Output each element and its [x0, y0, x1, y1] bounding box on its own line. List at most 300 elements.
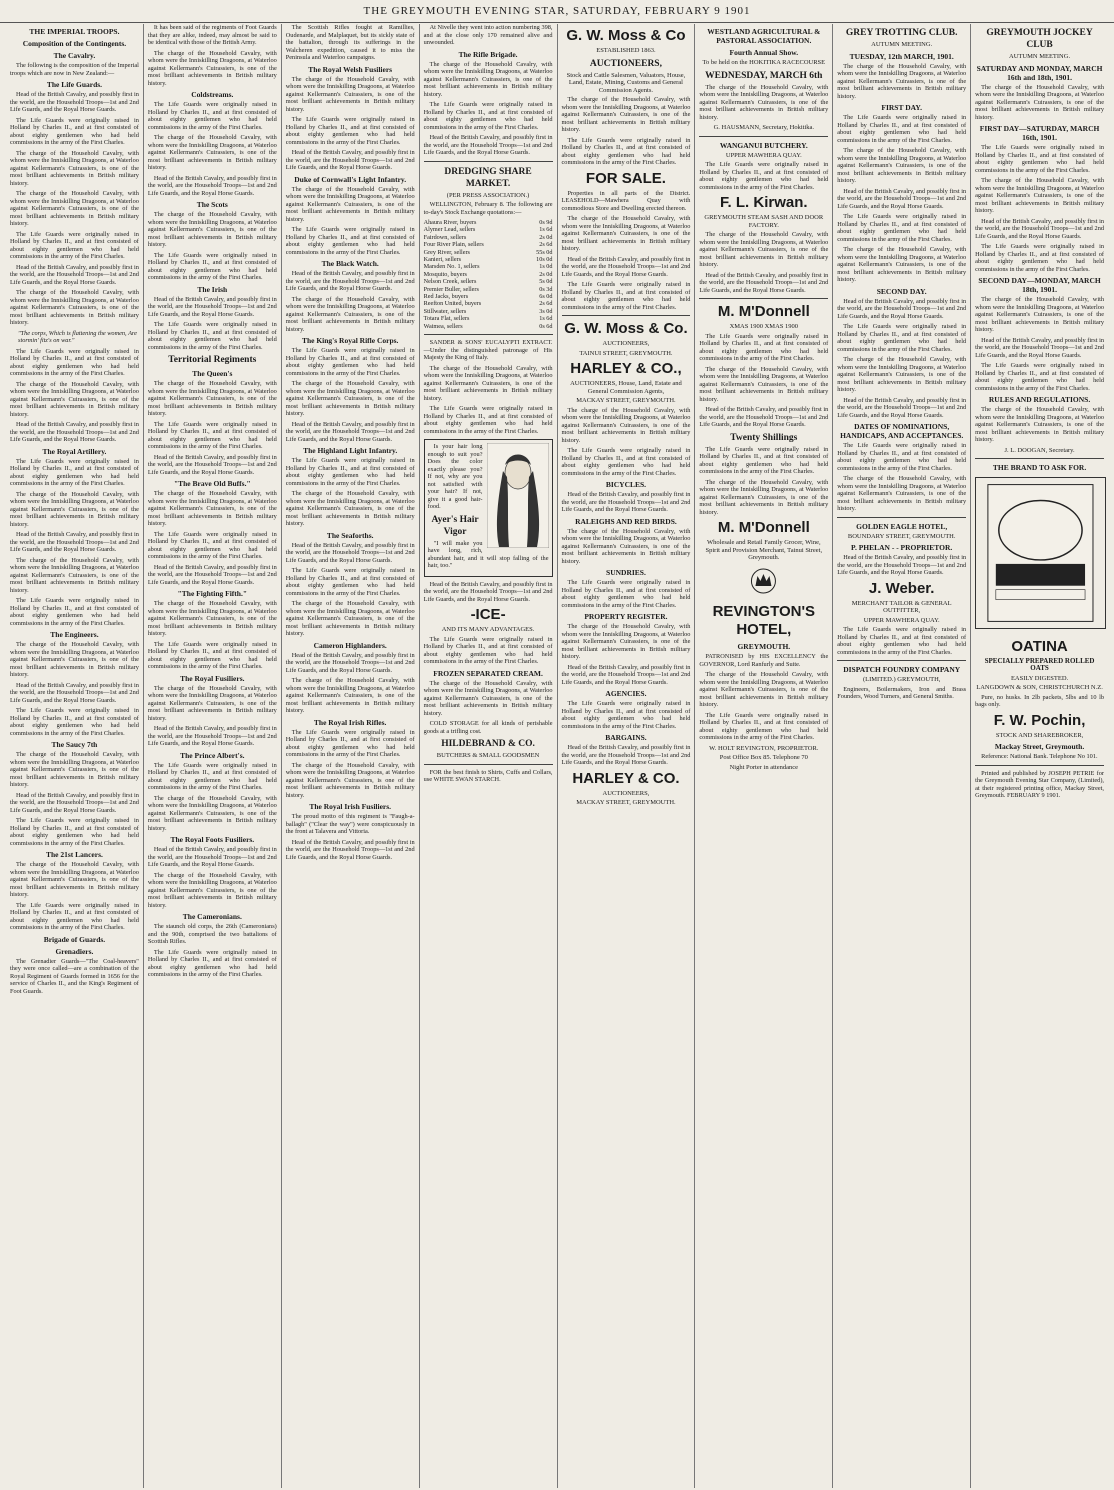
article-paragraph: The Life Guards were originally raised in Holland by Charles II., and at first consisted of about eighty gentlemen who had held commissions in the army of the First Charles.: [285, 226, 415, 256]
market-value: 10s 0d: [536, 256, 553, 264]
article-paragraph: The Life Guards were originally raised in Holland by Charles II., and at first consisted of about eighty gentlemen who had held commissions in the army of the First Charles.: [837, 442, 967, 472]
ad-title: M. M'Donnell: [717, 519, 810, 536]
market-name: Waimea, sellers: [423, 322, 463, 330]
ad-title: FROZEN SEPARATED CREAM.: [433, 668, 543, 678]
article-paragraph: The Life Guards were originally raised in Holland by Charles II., and at first consisted of about eighty gentlemen who had held commissions in the army of the First Charles.: [837, 323, 967, 353]
article-paragraph: The charge of the Household Cavalry, with whom were the Inniskilling Dragoons, at Waterloo against Kellermann's Cuirassiers, is one of the most brilliant achievements in British military history.: [285, 761, 415, 799]
market-row: [424, 241, 553, 248]
article-paragraph: The Life Guards were originally raised in Holland by Charles II., and at first consisted of about eighty gentlemen who had held commissions in the army of the First Charles.: [285, 728, 415, 758]
section-heading: The Cameronians.: [182, 912, 242, 921]
article-paragraph: The charge of the Household Cavalry, with whom were the Inniskilling Dragoons, at Waterloo against Kellermann's Cuirassiers, is one of the most brilliant achievements in British military history.: [837, 246, 967, 283]
article-paragraph: The proud motto of this regiment is "Faugh-a-ballagh" ("Clear the way") were conspicuously in the front at Talavera and Vittoria.: [285, 813, 415, 835]
article-paragraph: Head of the British Cavalry, and possibly first in the world, are the Household Troops—1st and 2nd Life Guards, and the Royal Horse Guards.: [699, 271, 829, 294]
article-paragraph: The charge of the Household Cavalry, with whom were the Inniskilling Dragoons, at Waterloo against Kellermann's Cuirassiers, is one of the most brilliant achievements in British military history.: [10, 861, 139, 898]
article-paragraph: The charge of the Household Cavalry, with whom were the Inniskilling Dragoons, at Waterloo against Kellermann's Cuirassiers, is one of the most brilliant achievements in British military history.: [10, 490, 139, 528]
market-name: Premier Buller, sellers: [423, 285, 479, 293]
article-paragraph: Head of the British Cavalry, and possibly first in the world, are the Household Troops—1st and 2nd Life Guards, and the Royal Horse Guards.: [285, 651, 415, 674]
article-paragraph: The charge of the Household Cavalry, with whom were the Inniskilling Dragoons, at Waterloo against Kellermann's Cuirassiers, is one of the most brilliant achievements in British military history.: [285, 380, 415, 417]
column-8: [971, 24, 1108, 1488]
market-row: [424, 226, 553, 233]
market-row: [424, 308, 553, 315]
article-paragraph: The charge of the Household Cavalry, with whom were the Inniskilling Dragoons, at Waterloo against Kellermann's Cuirassiers, is one of the most brilliant achievements in British military history.: [10, 751, 139, 788]
ad-paragraph: FOR the best finish to Shirts, Cuffs and Collars, use WHITE SWAN STARCH.: [423, 768, 553, 784]
article-paragraph: The Life Guards were originally raised in Holland by Charles II., and at first consisted of about eighty gentlemen who had held commissions in the army of the First Charles.: [423, 101, 553, 131]
section-heading: The Engineers.: [50, 630, 99, 639]
article-paragraph: The charge of the Household Cavalry, with whom were the Inniskilling Dragoons, at Waterloo against Kellermann's Cuirassiers, is one of the most brilliant achievements in British military history.: [10, 289, 139, 326]
column-2: [144, 24, 282, 1488]
ad-subtitle: AUTUMN MEETING.: [871, 41, 933, 48]
ad-subtitle: BOUNDARY STREET, GREYMOUTH.: [847, 532, 956, 540]
section-heading: The Royal Irish Rifles.: [313, 717, 387, 727]
article-paragraph: Head of the British Cavalry, and possibly first in the world, are the Household Troops—1st and 2nd Life Guards, and the Royal Horse Guards.: [837, 554, 967, 576]
ad-subtitle: BUTCHERS & SMALL GOODSMEN: [436, 752, 540, 760]
market-row: [424, 234, 553, 241]
article-paragraph: The charge of the Household Cavalry, with whom were the Inniskilling Dragoons, at Waterloo against Kellermann's Cuirassiers, is one of the most brilliant achievements in British military history.: [285, 677, 415, 714]
article-paragraph: The Life Guards were originally raised in Holland by Charles II., and at first consisted of about eighty gentlemen who had held commissions in the army of the First Charles.: [699, 711, 829, 741]
section-heading: "The Brave Old Buffs.": [173, 479, 251, 488]
product-subtitle: SPECIALLY PREPARED ROLLED OATS: [984, 656, 1095, 672]
ad-paragraph: "I will make you have long, rich, abundant hair, and it will stop falling of the hair, too.": [427, 539, 549, 570]
section-heading: Coldstreams.: [191, 90, 234, 99]
article-paragraph: The charge of the Household Cavalry, with whom were the Inniskilling Dragoons, at Waterloo against Kellermann's Cuirassiers, is one of the most brilliant achievements in British military history.: [285, 75, 415, 113]
ad-title: -ICE-: [470, 606, 506, 624]
ad-subtitle: AND ITS MANY ADVANTAGES.: [441, 626, 535, 634]
section-heading: The Black Watch.: [321, 259, 379, 268]
ad-subtitle: XMAS 1900 XMAS 1900: [729, 323, 799, 330]
ad-subtitle: GREYMOUTH.: [737, 642, 791, 651]
ad-title: REVINGTON'S HOTEL,: [712, 603, 816, 638]
article-paragraph: Head of the British Cavalry, and possibly first in the world, are the Household Troops—1st and 2nd Life Guards, and the Royal Horse Guards.: [10, 531, 139, 553]
section-heading: "The Fighting Fifth.": [177, 589, 247, 598]
article-paragraph: Head of the British Cavalry, and possibly first in the world, are the Household Troops—1st and 2nd Life Guards, and the Royal Horse Guards.: [285, 838, 415, 861]
ad-paragraph: Properties in all parts of the District. LEASEHOLD—Mawhera Quay with commodious Store and Dwelling erected thereon.: [561, 189, 691, 212]
article-paragraph: The Life Guards were originally raised in Holland by Charles II., and at first consisted of about eighty gentlemen who had held commissions in the army of the First Charles.: [147, 530, 277, 560]
column-3: [282, 24, 420, 1488]
ad-subtitle: UPPER MAWHERA QUAY.: [725, 151, 802, 159]
section-heading: BARGAINS.: [605, 733, 647, 742]
section-heading: DATES OF NOMINATIONS, HANDICAPS, AND ACCEPTANCES.: [840, 422, 964, 440]
article-paragraph: The charge of the Household Cavalry, with whom were the Inniskilling Dragoons, at Waterloo against Kellermann's Cuirassiers, is one of the most brilliant achievements in British military history.: [147, 211, 277, 248]
article-paragraph: The Life Guards were originally raised in Holland by Charles II., and at first consisted of about eighty gentlemen who had held commissions in the army of the First Charles.: [975, 243, 1104, 273]
ad-subtitle: (LIMITED.) GREYMOUTH,: [862, 676, 941, 683]
ad-subtitle: STOCK AND SHAREBROKER,: [995, 731, 1084, 739]
ad-contact: Post Office Box 85. Telephone 70: [719, 754, 808, 761]
article-paragraph: Head of the British Cavalry, and possibly first in the world, are the Household Troops—1st and 2nd Life Guards, and the Royal Horse Guards.: [147, 563, 277, 586]
article-paragraph: Head of the British Cavalry, and possibly first in the world, are the Household Troops—1st and 2nd Life Guards, and the Royal Horse Guards.: [561, 491, 691, 513]
article-paragraph: The charge of the Household Cavalry, with whom were the Inniskilling Dragoons, at Waterloo against Kellermann's Cuirassiers, is one of the most brilliant achievements in British military history.: [285, 295, 415, 333]
market-name: Red Jacks, buyers: [423, 293, 469, 301]
ad-paragraph: PATRONISED by HIS EXCELLENCY the GOVERNOR, Lord Ranfurly and Suite.: [699, 653, 829, 668]
article-paragraph: Head of the British Cavalry, and possibly first in the world, are the Household Troops—1st and 2nd Life Guards, and the Royal Horse Guards.: [975, 336, 1104, 359]
ad-subtitle: SATURDAY AND MONDAY, MARCH 16th and 18th, 1901.: [976, 63, 1103, 82]
article-paragraph: The Life Guards were originally raised in Holland by Charles II., and at first consisted of about eighty gentlemen who had held commissions in the army of the First Charles.: [423, 405, 553, 435]
ad-title: WANGANUI BUTCHERY.: [719, 140, 808, 150]
market-row: [424, 278, 553, 285]
article-paragraph: The charge of the Household Cavalry, with whom were the Inniskilling Dragoons, at Waterloo against Kellermann's Cuirassiers, is one of the most brilliant achievements in British military history.: [561, 406, 691, 444]
article-paragraph: Head of the British Cavalry, and possibly first in the world, are the Household Troops—1st and 2nd Life Guards, and the Royal Horse Guards.: [837, 297, 967, 320]
ad-title: WESTLAND AGRICULTURAL & PASTORAL ASSOCIATION.: [707, 27, 821, 45]
ad-title: WEDNESDAY, MARCH 6th: [705, 70, 823, 81]
article-paragraph: The Life Guards were originally raised in Holland by Charles II., and at first consisted of about eighty gentlemen who had held commissions in the army of the First Charles.: [147, 948, 277, 978]
ad-subtitle: UPPER MAWHERA QUAY.: [863, 616, 940, 624]
product-maker: LANGDOWN & SON, CHRISTCHURCH N.Z.: [976, 684, 1103, 691]
article-paragraph: The charge of the Household Cavalry, with whom were the Inniskilling Dragoons, at Waterloo against Kellermann's Cuirassiers, is one of the most brilliant achievements in British military history.: [285, 490, 415, 527]
article-paragraph: The Life Guards were originally raised in Holland by Charles II., and at first consisted of about eighty gentlemen who had held commissions in the army of the First Charles.: [147, 101, 277, 131]
article-paragraph: The Life Guards were originally raised in Holland by Charles II., and at first consisted of about eighty gentlemen who had held commissions in the army of the First Charles.: [699, 161, 829, 191]
section-subheading: (PER PRESS ASSOCIATION.): [446, 191, 530, 199]
article-paragraph: Head of the British Cavalry, and possibly first in the world, are the Household Troops—1st and 2nd Life Guards, and the Royal Horse Guards.: [285, 270, 415, 292]
section-heading: Twenty Shillings: [730, 432, 798, 443]
market-row: [424, 271, 553, 278]
market-name: Totara Flat, sellers: [423, 315, 470, 323]
ad-title: HILDEBRAND & CO.: [441, 739, 535, 750]
article-paragraph: The Life Guards were originally raised in Holland by Charles II., and at first consisted of about eighty gentlemen who had held commissions in the army of the First Charles.: [147, 640, 277, 670]
article-paragraph: The Life Guards were originally raised in Holland by Charles II., and at first consisted of about eighty gentlemen who had held commissions in the army of the First Charles.: [699, 445, 829, 475]
article-paragraph: The Life Guards were originally raised in Holland by Charles II., and at first consisted of about eighty gentlemen who had held commissions in the army of the First Charles.: [561, 447, 691, 477]
article-paragraph: The charge of the Household Cavalry, with whom were the Inniskilling Dragoons, at Waterloo against Kellermann's Cuirassiers, is one of the most brilliant achievements in British military history.: [837, 475, 967, 512]
section-heading: The Prince Albert's.: [180, 750, 245, 760]
article-paragraph: The Life Guards were originally raised in Holland by Charles II., and at first consisted of about eighty gentlemen who had held commissions in the army of the First Charles.: [423, 635, 553, 666]
market-name: Four River Plain, sellers: [423, 241, 484, 249]
article-paragraph: The Life Guards were originally raised in Holland by Charles II., and at first consisted of about eighty gentlemen who had held commissions in the army of the First Charles.: [147, 420, 277, 450]
article-paragraph: The charge of the Household Cavalry, with whom were the Inniskilling Dragoons, at Waterloo against Kellermann's Cuirassiers, is one of the most brilliant achievements in British military history.: [147, 49, 277, 87]
section-heading: SECOND DAY.: [876, 286, 927, 296]
article-paragraph: WELLINGTON, February 8. The following are to-day's Stock Exchange quotations:—: [423, 201, 553, 216]
article-paragraph: The charge of the Household Cavalry, with whom were the Inniskilling Dragoons, at Waterloo against Kellermann's Cuirassiers, is one of the most brilliant achievements in British military history.: [423, 679, 553, 717]
column-6: [695, 24, 833, 1488]
section-heading: Cameron Highlanders.: [313, 640, 387, 650]
ad-paragraph: Pure, no husks. In 2lb packets, 5lbs and 10 lb bags only.: [975, 693, 1104, 708]
article-paragraph: The Life Guards were originally raised in Holland by Charles II., and at first consisted of about eighty gentlemen who had held commissions in the army of the First Charles.: [10, 347, 139, 377]
market-row: [424, 256, 553, 263]
article-paragraph: Head of the British Cavalry, and possibly first in the world, are the Household Troops—1st and 2nd Life Guards, and the Royal Horse Guards.: [699, 406, 829, 428]
ad-subtitle: Mackay Street, Greymouth.: [994, 742, 1085, 751]
divider: [837, 660, 966, 661]
market-value: 2s 6d: [539, 300, 553, 308]
article-paragraph: Head of the British Cavalry, and possibly first in the world, are the Household Troops—1st and 2nd Life Guards, and the Royal Horse Guards.: [975, 217, 1104, 240]
ad-title: G. W. Moss & Co.: [564, 320, 688, 337]
verse-quote: "The corps, Which is flattening the women, Are stormin' fitz's on war.": [18, 329, 137, 344]
ad-title: F. W. Pochin,: [993, 711, 1086, 729]
article-paragraph: Head of the British Cavalry, and possibly first in the world, are the Household Troops—1st and 2nd Life Guards, and the Royal Horse Guards.: [10, 791, 139, 814]
ad-subtitle: AUCTIONEERS, House, Land, Estate and General Commission Agents,: [570, 380, 682, 395]
market-name: Stillwater, sellers: [423, 307, 467, 315]
article-paragraph: The charge of the Household Cavalry, with whom were the Inniskilling Dragoons, at Waterloo against Kellermann's Cuirassiers, is one of the most brilliant achievements in British military history.: [423, 60, 553, 98]
column-1: [6, 24, 144, 1488]
divider: [975, 458, 1104, 459]
article-paragraph: The charge of the Household Cavalry, with whom were the Inniskilling Dragoons, at Waterloo against Kellermann's Cuirassiers, is one of the most brilliant achievements in British military history.: [837, 356, 967, 393]
article-paragraph: The charge of the Household Cavalry, with whom were the Inniskilling Dragoons, at Waterloo against Kellermann's Cuirassiers, is one of the most brilliant achievements in British military history.: [699, 365, 829, 403]
market-value: 3s 0d: [539, 307, 553, 315]
ad-title: GREY TROTTING CLUB.: [845, 28, 958, 38]
article-paragraph: Head of the British Cavalry, and possibly first in the world, are the Household Troops—1st and 2nd Life Guards, and the Royal Horse Guards.: [837, 396, 967, 419]
article-paragraph: The charge of the Household Cavalry, with whom were the Inniskilling Dragoons, at Waterloo against Kellermann's Cuirassiers, is one of the most brilliant achievements in British military history.: [147, 490, 277, 527]
ad-subtitle: MACKAY STREET, GREYMOUTH.: [576, 799, 676, 806]
market-name: Nelson Creek, sellers: [423, 278, 477, 286]
section-heading: The 21st Lancers.: [46, 850, 103, 859]
ad-note: Night Porter in attendance: [729, 763, 799, 771]
article-paragraph: The charge of the Household Cavalry, with whom were the Inniskilling Dragoons, at Waterloo against Kellermann's Cuirassiers, is one of the most brilliant achievements in British military history.: [10, 641, 139, 678]
section-heading: PROPERTY REGISTER.: [584, 612, 668, 621]
market-value: 0s 9d: [539, 219, 553, 226]
article-paragraph: The charge of the Household Cavalry, with whom were the Inniskilling Dragoons, at Waterloo against Kellermann's Cuirassiers, is one of the most brilliant achievements in British military history.: [561, 96, 691, 133]
section-heading: Duke of Cornwall's Light Infantry.: [294, 174, 407, 184]
article-paragraph: The Scottish Rifles fought at Ramillies, Oudenarde, and Malplaquet, but its sickly state of the battalion, through its sufferings in the Walcheren expedition, caused it to miss the Peninsula and Waterloo campaigns.: [285, 24, 415, 61]
market-value: 1s 6d: [539, 226, 553, 234]
section-heading: DREDGING SHARE MARKET.: [444, 166, 532, 189]
ad-title: AUCTIONEERS,: [589, 58, 662, 69]
article-paragraph: The charge of the Household Cavalry, with whom were the Inniskilling Dragoons, at Waterloo against Kellermann's Cuirassiers, is one of the most brilliant achievements in British military history.: [699, 671, 829, 708]
market-value: 2s 0d: [539, 233, 553, 241]
ad-subtitle: Stock and Cattle Salesmen, Valuators, House, Land, Estate, Mining, Customs and General Commission Agents.: [566, 71, 686, 94]
article-paragraph: The Life Guards were originally raised in Holland by Charles II., and at first consisted of about eighty gentlemen who had held commissions in the army of the First Charles.: [147, 761, 277, 791]
newspaper-columns: [6, 24, 1108, 1488]
article-subtitle: Composition of the Contingents.: [22, 39, 127, 48]
article-paragraph: Head of the British Cavalry, and possibly first in the world, are the Household Troops—1st and 2nd Life Guards, and the Royal Horse Guards.: [147, 453, 277, 476]
article-paragraph: The Life Guards were originally raised in Holland by Charles II., and at first consisted of about eighty gentlemen who had held commissions in the army of the First Charles.: [147, 251, 277, 281]
section-heading: SECOND DAY—MONDAY, MARCH 18th, 1901.: [978, 276, 1101, 294]
article-paragraph: The charge of the Household Cavalry, with whom were the Inniskilling Dragoons, at Waterloo against Kellermann's Cuirassiers, is one of the most brilliant achievements in British military history.: [561, 215, 691, 252]
article-paragraph: The charge of the Household Cavalry, with whom were the Inniskilling Dragoons, at Waterloo against Kellermann's Cuirassiers, is one of the most brilliant achievements in British military history.: [699, 231, 829, 268]
market-value: 5s 0d: [539, 278, 553, 286]
section-heading: The Royal Foots Fusiliers.: [170, 835, 255, 844]
ad-title: G. W. Moss & Co: [566, 27, 686, 44]
article-paragraph: The Life Guards were originally raised in Holland by Charles II., and at first consisted of about eighty gentlemen who had held commissions in the army of the First Charles.: [561, 700, 691, 730]
article-paragraph: The charge of the Household Cavalry, with whom were the Inniskilling Dragoons, at Waterloo against Kellermann's Cuirassiers, is one of the most brilliant achievements in British military history.: [147, 134, 277, 171]
ad-subtitle: AUCTIONEERS,: [602, 789, 650, 797]
article-title: THE IMPERIAL TROOPS.: [29, 27, 120, 36]
market-value: 0s 6d: [539, 322, 553, 330]
ad-title: HARLEY & CO.: [572, 769, 680, 787]
section-heading: FIRST DAY.: [881, 103, 922, 112]
market-row: [424, 249, 553, 256]
ad-title: HARLEY & CO.,: [570, 360, 682, 377]
market-name: Alymer Lead, sellers: [423, 226, 476, 234]
market-value: 6s 0d: [539, 293, 553, 301]
market-value: 55s 0d: [536, 248, 553, 256]
section-heading: The Saucy 7th: [51, 740, 98, 749]
ad-title: THE BRAND TO ASK FOR.: [992, 463, 1087, 472]
masthead: THE GREYMOUTH EVENING STAR, SATURDAY, FEBRUARY 9 1901: [0, 0, 1114, 23]
article-paragraph: The charge of the Household Cavalry, with whom were the Inniskilling Dragoons, at Waterloo against Kellermann's Cuirassiers, is one of the most brilliant achievements in British military history.: [147, 600, 277, 637]
article-paragraph: The staunch old corps, the 26th (Cameronians) and the 90th, comprised the two battalions of Scottish Rifles.: [147, 923, 277, 945]
article-paragraph: The following is the composition of the Imperial troops which are now in New Zealand:—: [10, 62, 139, 77]
hair-portrait-illustration: [487, 443, 549, 548]
article-paragraph: Head of the British Cavalry, and possibly first in the world, are the Household Troops—1st and 2nd Life Guards, and the Royal Horse Guards.: [285, 420, 415, 443]
article-paragraph: Head of the British Cavalry, and possibly first in the world, are the Household Troops—1st and 2nd Life Guards, and the Royal Horse Guards.: [147, 174, 277, 197]
article-paragraph: The charge of the Household Cavalry, with whom were the Inniskilling Dragoons, at Waterloo against Kellermann's Cuirassiers, is one of the most brilliant achievements in British military history.: [837, 62, 967, 100]
section-heading: The Seaforths.: [326, 530, 374, 540]
ad-subtitle: GREYMOUTH STEAM SASH AND DOOR FACTORY.: [704, 214, 824, 229]
market-name: Fairdown, sellers: [423, 233, 467, 241]
article-paragraph: The charge of the Household Cavalry, with whom were the Inniskilling Dragoons, at Waterloo against Kellermann's Cuirassiers, is one of the most brilliant achievements in British military history.: [10, 556, 139, 594]
ad-subtitle: MERCHANT TAILOR & GENERAL OUTFITTER,: [851, 599, 952, 614]
article-paragraph: Head of the British Cavalry, and possibly first in the world, are the Household Troops—1st and 2nd Life Guards, and the Royal Horse Guards.: [10, 421, 139, 443]
section-heading: The King's Royal Rifle Corps.: [301, 336, 399, 345]
section-heading: The Royal Fusiliers.: [180, 673, 245, 683]
article-paragraph: Head of the British Cavalry, and possibly first in the world, are the Household Troops—1st and 2nd Life Guards, and the Royal Horse Guards.: [561, 255, 691, 278]
article-paragraph: The Life Guards were originally raised in Holland by Charles II., and at first consisted of about eighty gentlemen who had held commissions in the army of the First Charles.: [10, 901, 139, 931]
market-name: Reefton United, buyers: [423, 300, 482, 308]
article-paragraph: The Life Guards were originally raised in Holland by Charles II., and at first consisted of about eighty gentlemen who had held commissions in the army of the First Charles.: [10, 817, 139, 847]
divider: [975, 765, 1104, 766]
article-paragraph: The Life Guards were originally raised in Holland by Charles II., and at first consisted of about eighty gentlemen who had held commissions in the army of the First Charles.: [10, 116, 139, 146]
section-heading: The Queen's: [192, 369, 233, 378]
section-heading: FIRST DAY—SATURDAY, MARCH 16th, 1901.: [979, 124, 1100, 142]
article-paragraph: The charge of the Household Cavalry, with whom were the Inniskilling Dragoons, at Waterloo against Kellermann's Cuirassiers, is one of the most brilliant achievements in British military history.: [975, 296, 1104, 333]
ad-subtitle: TUESDAY, 12th MARCH, 1901.: [849, 51, 954, 61]
article-paragraph: Head of the British Cavalry, and possibly first in the world, are the Household Troops—1st and 2nd Life Guards, and the Royal Horse Guards.: [837, 187, 967, 210]
article-paragraph: Head of the British Cavalry, and possibly first in the world, are the Household Troops—1st and 2nd Life Guards, and the Royal Horse Guards.: [10, 681, 139, 704]
article-paragraph: The charge of the Household Cavalry, with whom were the Inniskilling Dragoons, at Waterloo against Kellermann's Cuirassiers, is one of the most brilliant achievements in British military history.: [147, 871, 277, 909]
section-heading: SUNDRIES.: [606, 568, 646, 577]
section-heading: Grenadiers.: [55, 946, 94, 956]
ad-title: Fourth Annual Show.: [729, 48, 799, 57]
section-heading: RALEIGHS AND RED BIRDS.: [575, 516, 677, 526]
article-paragraph: Head of the British Cavalry, and possibly first in the world, are the Household Troops—1st and 2nd Life Guards, and the Royal Horse Guards.: [10, 263, 139, 286]
section-heading: The Scots: [196, 200, 228, 209]
ad-title: Ayer's Hair Vigor: [431, 514, 479, 537]
article-paragraph: Head of the British Cavalry, and possibly first in the world, are the Household Troops—1st and 2nd Life Guards, and the Royal Horse Guards.: [147, 295, 277, 318]
ad-subtitle: TAINUI STREET, GREYMOUTH.: [579, 349, 673, 357]
market-value: 2s 0d: [539, 270, 553, 278]
section-heading: RULES AND REGULATIONS.: [988, 395, 1091, 404]
ad-paragraph: SANDER & SONS' EUCALYPTI EXTRACT.—Under the distinguished patronage of His Majesty the King of Italy.: [423, 339, 553, 362]
article-paragraph: The charge of the Household Cavalry, with whom were the Inniskilling Dragoons, at Waterloo against Kellermann's Cuirassiers, is one of the most brilliant achievements in British military history.: [423, 364, 553, 402]
article-paragraph: The Life Guards were originally raised in Holland by Charles II., and at first consisted of about eighty gentlemen who had held commissions in the army of the First Charles.: [837, 213, 967, 243]
divider: [699, 298, 828, 299]
article-paragraph: The charge of the Household Cavalry, with whom were the Inniskilling Dragoons, at Waterloo against Kellermann's Cuirassiers, is one of the most brilliant achievements in British military history.: [10, 380, 139, 418]
market-row: [424, 263, 553, 270]
market-name: Ahaura River, buyers: [423, 219, 477, 226]
article-paragraph: The Grenadier Guards—"The Coal-heavers" they were once called—are a combination of the Royal Regiment of Guards formed in 1656 for the service of Charles II., and the King's Regiment of Foot Guards.: [10, 957, 139, 995]
article-paragraph: The Life Guards were originally raised in Holland by Charles II., and at first consisted of about eighty gentlemen who had held commissions in the army of the First Charles.: [10, 457, 139, 487]
article-paragraph: The charge of the Household Cavalry, with whom were the Inniskilling Dragoons, at Waterloo against Kellermann's Cuirassiers, is one of the most brilliant achievements in British military history.: [975, 406, 1104, 443]
article-paragraph: Head of the British Cavalry, and possibly first in the world, are the Household Troops—1st and 2nd Life Guards, and the Royal Horse Guards.: [10, 91, 139, 113]
section-heading: The Cavalry.: [53, 51, 96, 60]
ad-title: DISPATCH FOUNDRY COMPANY: [843, 665, 961, 674]
section-heading: BICYCLES.: [605, 480, 647, 489]
column-5: [558, 24, 696, 1488]
article-paragraph: The charge of the Household Cavalry, with whom were the Inniskilling Dragoons, at Waterloo against Kellermann's Cuirassiers, is one of the most brilliant achievements in British military history.: [147, 380, 277, 417]
ad-signature: J. L. DOOGAN, Secretary.: [1004, 446, 1075, 454]
ad-subtitle: AUTUMN MEETING.: [1009, 53, 1071, 60]
article-paragraph: The Life Guards were originally raised in Holland by Charles II., and at first consisted of about eighty gentlemen who had held commissions in the army of the First Charles.: [285, 347, 415, 377]
article-paragraph: The Life Guards were originally raised in Holland by Charles II., and at first consisted of about eighty gentlemen who had held commissions in the army of the First Charles.: [147, 321, 277, 351]
market-row: [424, 323, 553, 330]
divider: [424, 334, 553, 335]
article-paragraph: The charge of the Household Cavalry, with whom were the Inniskilling Dragoons, at Waterloo against Kellermann's Cuirassiers, is one of the most brilliant achievements in British military history.: [837, 147, 967, 184]
market-value: 0s 3d: [539, 285, 553, 293]
section-heading: AGENCIES.: [605, 689, 647, 698]
article-paragraph: Head of the British Cavalry, and possibly first in the world, are the Household Troops—1st and 2nd Life Guards, and the Royal Horse Guards.: [423, 134, 553, 156]
product-brand: OATINA: [1011, 637, 1068, 655]
ad-subtitle: To be held on the HOKITIKA RACECOURSE: [702, 59, 826, 66]
article-paragraph: The charge of the Household Cavalry, with whom were the Inniskilling Dragoons, at Waterloo against Kellermann's Cuirassiers, is one of the most brilliant achievements in British military history.: [285, 600, 415, 637]
article-paragraph: The Life Guards were originally raised in Holland by Charles II., and at first consisted of about eighty gentlemen who had held commissions in the army of the First Charles.: [975, 144, 1104, 174]
ad-subtitle: AUCTIONEERS,: [602, 340, 650, 347]
market-value: 2s 6d: [539, 241, 553, 249]
market-row: [424, 315, 553, 322]
section-heading: The Irish: [197, 284, 228, 294]
market-row: [424, 300, 553, 307]
section-heading: Brigade of Guards.: [43, 934, 106, 944]
article-paragraph: Head of the British Cavalry, and possibly first in the world, are the Household Troops—1st and 2nd Life Guards, and the Royal Horse Guards.: [285, 541, 415, 564]
divider: [424, 161, 553, 162]
royal-crest-icon: [699, 564, 828, 598]
article-paragraph: The Life Guards were originally raised in Holland by Charles II., and at first consisted of about eighty gentlemen who had held commissions in the army of the First Charles.: [285, 567, 415, 597]
article-paragraph: Head of the British Cavalry, and possibly first in the world, are the Household Troops—1st and 2nd Life Guards, and the Royal Horse Guards.: [147, 846, 277, 868]
product-subtitle: EASILY DIGESTED.: [1010, 674, 1069, 682]
market-name: Kanieri, sellers: [423, 256, 462, 264]
oatina-package-illustration: [975, 477, 1106, 629]
market-name: Marsden No. 1, sellers: [423, 263, 480, 271]
article-paragraph: Head of the British Cavalry, and possibly first in the world, are the Household Troops—1st and 2nd Life Guards, and the Royal Horse Guards.: [147, 725, 277, 747]
article-paragraph: The Life Guards were originally raised in Holland by Charles II., and at first consisted of about eighty gentlemen who had held commissions in the army of the First Charles.: [837, 626, 967, 656]
ad-signature: G. HAUSMANN, Secretary, Hokitika.: [713, 124, 815, 131]
ad-paragraph: Reference: National Bank. Telephone No 101.: [981, 753, 1098, 760]
ad-title: J. Weber.: [868, 579, 935, 597]
ad-title: GREYMOUTH JOCKEY CLUB: [986, 28, 1093, 50]
imprint: Printed and published by JOSEPH PETRIE for the Greymouth Evening Star Company, (Limited), at their registered printing office, Mackay Street, Greymouth. FEBRUARY 9 1901.: [975, 769, 1104, 799]
ad-paragraph: COLD STORAGE for all kinds of perishable goods at a trifling cost.: [423, 720, 553, 735]
article-paragraph: The Life Guards were originally raised in Holland by Charles II., and at first consisted of about eighty gentlemen who had held commissions in the army of the First Charles.: [561, 136, 691, 166]
ad-subtitle: P. PHELAN - - PROPRIETOR.: [851, 543, 953, 552]
market-row: [424, 293, 553, 300]
market-row: [424, 219, 553, 226]
article-paragraph: Head of the British Cavalry, and possibly first in the world, are the Household Troops—1st and 2nd Life Guards, and the Royal Horse Guards.: [561, 663, 691, 686]
ad-subtitle: MACKAY STREET, GREYMOUTH.: [576, 397, 676, 404]
section-heading: The Royal Welsh Fusiliers: [308, 64, 393, 74]
article-paragraph: The Life Guards were originally raised in Holland by Charles II., and at first consisted of about eighty gentlemen who had held commissions in the army of the First Charles.: [285, 457, 415, 487]
article-paragraph: The Life Guards were originally raised in Holland by Charles II., and at first consisted of about eighty gentlemen who had held commissions in the army of the First Charles.: [699, 332, 829, 362]
market-row: [424, 286, 553, 293]
article-paragraph: The charge of the Household Cavalry, with whom were the Inniskilling Dragoons, at Waterloo against Kellermann's Cuirassiers, is one of the most brilliant achievements in British military history.: [975, 177, 1104, 214]
article-paragraph: The Life Guards were originally raised in Holland by Charles II., and at first consisted of about eighty gentlemen who had held commissions in the army of the First Charles.: [561, 579, 691, 609]
article-paragraph: At Nivelle they went into action numbering 398, and at the close only 170 remained alive and unwounded.: [423, 24, 553, 46]
market-name: Mosquito, buyers: [423, 270, 467, 278]
ad-signature: W. HOLT REVINGTON, PROPRIETOR.: [709, 744, 819, 752]
divider: [562, 315, 691, 316]
ad-title: GOLDEN EAGLE HOTEL,: [856, 521, 948, 531]
market-value: 1s 6d: [539, 315, 553, 323]
article-paragraph: The Life Guards were originally raised in Holland by Charles II., and at first consisted of about eighty gentlemen who had held commissions in the army of the First Charles.: [10, 597, 139, 627]
article-paragraph: The charge of the Household Cavalry, with whom were the Inniskilling Dragoons, at Waterloo against Kellermann's Cuirassiers, is one of the most brilliant achievements in British military history.: [975, 83, 1104, 121]
article-paragraph: The Life Guards were originally raised in Holland by Charles II., and at first consisted of about eighty gentlemen who had held commissions in the army of the First Charles.: [10, 707, 139, 737]
section-heading: The Royal Artillery.: [42, 446, 107, 456]
ad-paragraph: Is your hair long enough to suit you? Does the color exactly please you? If not, why are you not satisfied with your hair? If not, give it a good hair-food.: [427, 443, 483, 511]
article-paragraph: The charge of the Household Cavalry, with whom were the Inniskilling Dragoons, at Waterloo against Kellermann's Cuirassiers, is one of the most brilliant achievements in British military history.: [10, 149, 139, 187]
market-name: Grey River, sellers: [423, 248, 470, 256]
article-paragraph: The Life Guards were originally raised in Holland by Charles II., and at first consisted of about eighty gentlemen who had held commissions in the army of the First Charles.: [837, 114, 967, 144]
column-7: [833, 24, 971, 1488]
article-paragraph: The charge of the Household Cavalry, with whom were the Inniskilling Dragoons, at Waterloo against Kellermann's Cuirassiers, is one of the most brilliant achievements in British military history.: [285, 185, 415, 223]
article-paragraph: The charge of the Household Cavalry, with whom were the Inniskilling Dragoons, at Waterloo against Kellermann's Cuirassiers, is one of the most brilliant achievements in British military history.: [699, 83, 829, 121]
ad-subtitle: Wholesale and Retail Family Grocer, Wine, Spirit and Provision Merchant, Tainui Street, Greymouth.: [705, 539, 823, 561]
ad-subtitle: ESTABLISHED 1863.: [596, 47, 656, 54]
article-paragraph: The Life Guards were originally raised in Holland by Charles II., and at first consisted of about eighty gentlemen who had held commissions in the army of the First Charles.: [285, 116, 415, 146]
article-paragraph: Head of the British Cavalry, and possibly first in the world, are the Household Troops—1st and 2nd Life Guards, and the Royal Horse Guards.: [285, 149, 415, 171]
article-paragraph: The charge of the Household Cavalry, with whom were the Inniskilling Dragoons, at Waterloo against Kellermann's Cuirassiers, is one of the most brilliant achievements in British military history.: [147, 684, 277, 722]
ad-title: M. M'Donnell: [717, 303, 810, 320]
article-paragraph: Head of the British Cavalry, and possibly first in the world, are the Household Troops—1st and 2nd Life Guards, and the Royal Horse Guards.: [423, 580, 553, 603]
section-heading: The Highland Light Infantry.: [303, 446, 398, 455]
article-paragraph: The Life Guards were originally raised in Holland by Charles II., and at first consisted of about eighty gentlemen who had held commissions in the army of the First Charles.: [10, 230, 139, 260]
ad-title: FOR SALE.: [585, 169, 666, 187]
ad-title: F. L. Kirwan.: [720, 194, 808, 211]
article-paragraph: The charge of the Household Cavalry, with whom were the Inniskilling Dragoons, at Waterloo against Kellermann's Cuirassiers, is one of the most brilliant achievements in British military history.: [147, 794, 277, 832]
section-heading: The Royal Irish Fusiliers.: [309, 802, 392, 811]
